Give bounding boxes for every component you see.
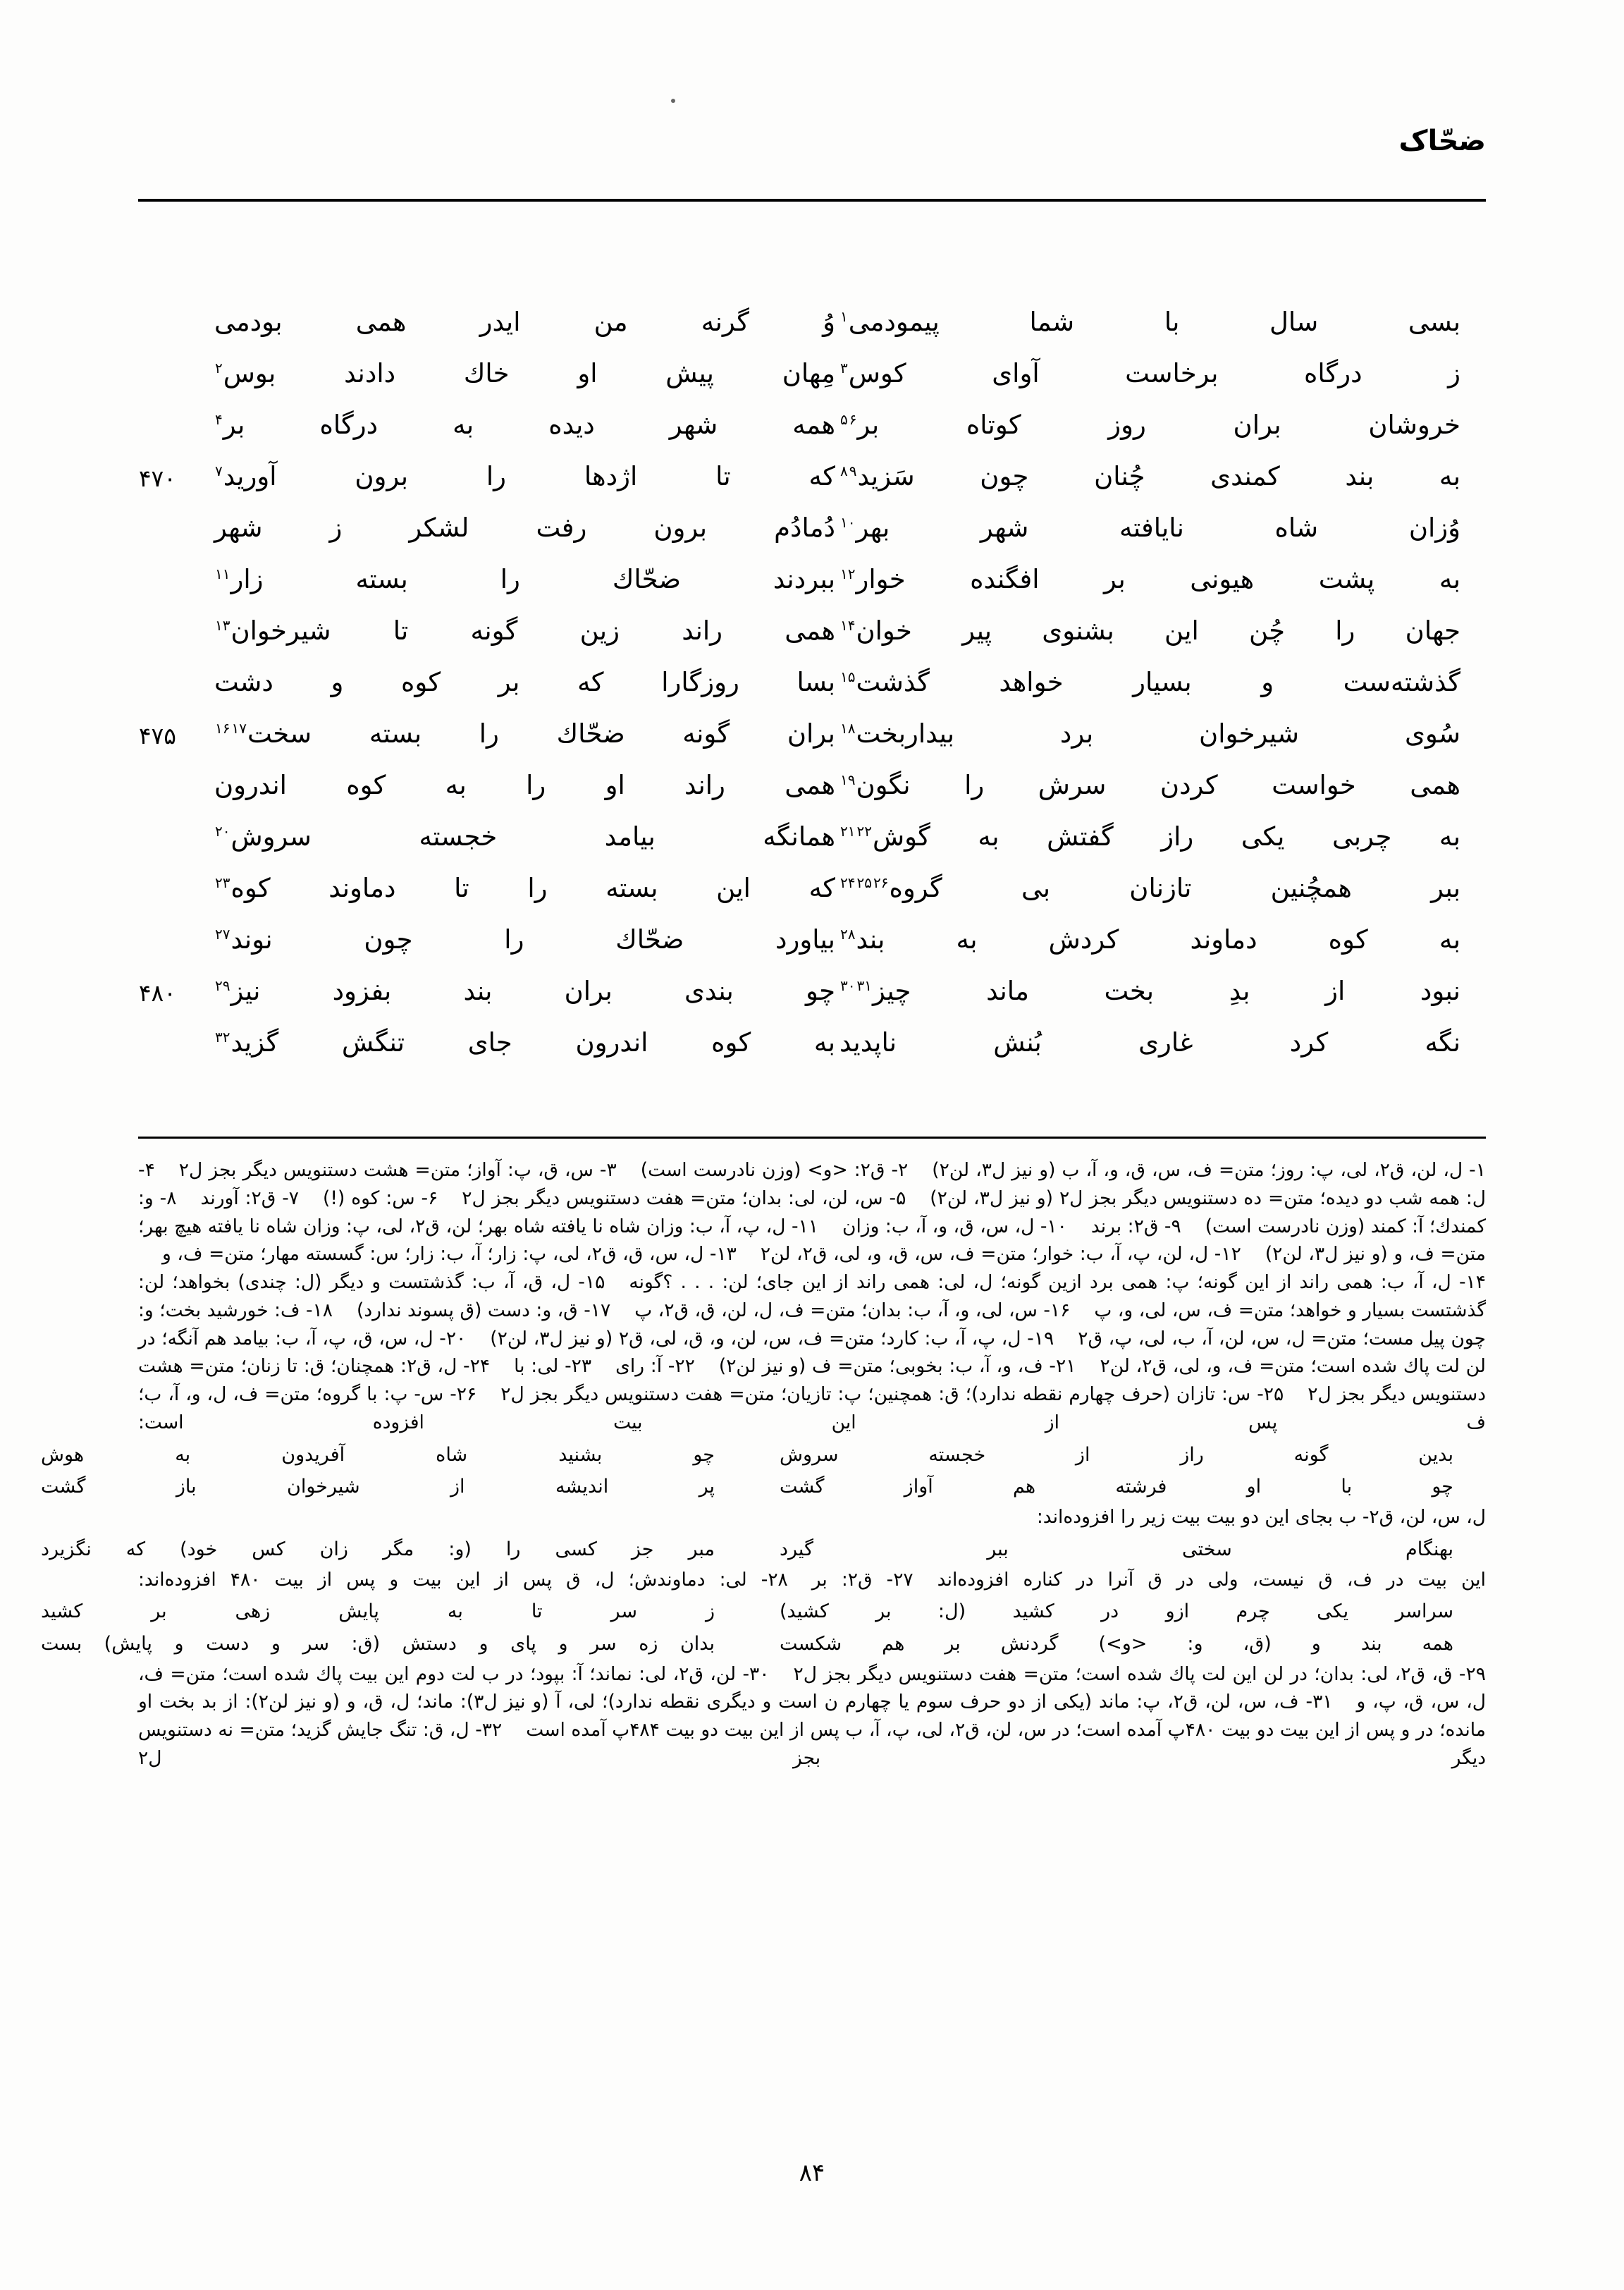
verse-number <box>70 922 176 928</box>
apparatus-paragraph <box>138 1660 1486 1772</box>
apparatus-note: ۱۸- ف: خورشید بخت؛ و: چون پیل مست؛ متن= ل، س، لن، آ، ب، لى، پ، ق۲ <box>138 1299 1486 1349</box>
hemistich: بران گونه ضحّاك را بسته سخت$^{۱۶}$ $^{۱۷}$ <box>215 718 835 749</box>
inset-hemistich-left: چو با او فرشته هم آواز گشت <box>780 1475 1453 1498</box>
apparatus-paragraph <box>138 1566 1486 1594</box>
hemistich: به كوه دماوند كردش به بند$^{۲۸}$ <box>840 924 1461 955</box>
footnote-marker: ۱۹ <box>840 771 856 788</box>
hemistich: بیاورد ضحّاك را چون نوند$^{۲۷}$ <box>215 924 835 955</box>
footnote-marker: ۲۱ <box>840 822 856 840</box>
hemistich: جهان را چُن این بشنوی پیر خوان$^{۱۴}$ <box>840 616 1461 646</box>
hemistich: بسی سال با شما پیمودمی$^۱$ <box>840 307 1460 337</box>
footnote-marker: ۳ <box>840 359 848 376</box>
hemistich: خروشان بران روز كوتاه بر$^۵$ $^۶$ <box>840 410 1460 440</box>
footnote-marker: ۱۰ <box>840 513 856 531</box>
apparatus-note: ل، س، لن، ق۲- ب بجاى این دو بیت بیت زیر را افزوده‌اند: <box>1036 1505 1486 1528</box>
footnote-marker: ۲۹ <box>215 976 230 994</box>
verse-number <box>70 665 176 671</box>
apparatus-note: ۲۶- س- پ: با گروه؛ متن= ف، ل، و، آ، ب؛ ف پس از این بیت افزوده است: <box>138 1383 1486 1433</box>
inset-couplet <box>41 1536 1486 1563</box>
verse-number <box>70 562 176 568</box>
verse-line <box>138 613 1486 653</box>
running-head: ضحّاک <box>1398 125 1486 157</box>
footnote-marker: ۱۵ <box>840 668 856 685</box>
apparatus-note: ۱۲- ل، لن، پ، آ، ب: خوار؛ متن= ف، س، ق، و، لى، ق۲، لن۲ <box>760 1243 1241 1266</box>
apparatus-note: ۲۱- ف، و، آ، ب: بخوبى؛ متن= ف (و نیز لن۲) <box>718 1355 1076 1378</box>
apparatus-note: ۲۰- ل، س، ق، پ، آ، ب: بیامد هم آنگه؛ در لن لت پاك شده است؛ متن= ف، و، لى، ق۲، لن۲ <box>138 1327 1486 1378</box>
footnote-marker: ۷ <box>215 462 223 479</box>
footnote-marker: ۲۵ <box>856 874 872 891</box>
footnote-marker: ۱ <box>840 307 848 325</box>
verse-number: ۴۷۵ <box>138 722 176 749</box>
verse-number <box>70 613 176 619</box>
apparatus-note: ۱۱- ل، پ، آ، ب: وزان شاه نا یافته شاه بهر؛ لن، ق۲، لى، پ: وزان شاه نا یافته هیچ بهر؛ متن= ف، و (و نیز ل۳، لن۲) <box>138 1215 1487 1266</box>
verse-number <box>70 871 176 876</box>
hemistich: همی خواست كردن سرش را نگون$^{۱۹}$ <box>840 770 1461 800</box>
apparatus-note: ۲۴- ل، ق۲: همچنان؛ ق: تا زنان؛ متن= هشت دستنویس دیگر بجز ل۲ <box>138 1355 1486 1405</box>
verse-number <box>70 1025 176 1031</box>
inset-hemistich-right: ز سر تا به پایش زهى بر كشید <box>41 1600 715 1623</box>
apparatus-note: ۵- س، لن، لى: بدان؛ متن= هفت دستنویس دیگر بجز ل۲ <box>462 1187 906 1209</box>
hemistich: نبود از بدِ بخت ماند چیز$^{۳۰}$ $^{۳۱}$ <box>840 976 1460 1006</box>
inset-hemistich-left: سراسر یكى چرم ازو در كشید (ل: بر كشید) <box>780 1600 1453 1623</box>
inset-hemistich-left: بهنگام سختى ببر گیرد <box>780 1538 1453 1560</box>
verse-line <box>138 665 1486 704</box>
apparatus-note: ۲- ق۲: <و> (وزن نادرست است) <box>640 1159 909 1181</box>
apparatus-note: ۳۰- لن، ق۲، لى: نماند؛ آ: بپود؛ در ب لت دوم این بیت پاك شده است؛ متن= ف، ل، س، ق، پ، و <box>138 1663 1486 1713</box>
verse-number <box>70 305 176 310</box>
verse-line <box>138 768 1486 807</box>
verse-number <box>70 408 176 413</box>
inset-hemistich-right: بدان زه سر و پاى و دستش (ق: سر و دست و پایش) بست <box>41 1632 715 1655</box>
verse-line <box>138 922 1486 962</box>
hemistich: گذشته‌ست و بسیار خواهد گذشت$^{۱۵}$ <box>840 667 1460 697</box>
inset-hemistich-left: همه بند و (ق، و: <و>) گردنش بر هم شكست <box>780 1632 1453 1655</box>
verse-line <box>138 305 1486 344</box>
hemistich: به كوه اندرون جای تنگش گزید$^{۳۲}$ <box>215 1027 836 1058</box>
apparatus-paragraph <box>138 1156 1486 1437</box>
hemistich: همی راند او را به كوه اندرون <box>214 770 835 800</box>
apparatus-note: این بیت در ف، ق نیست، ولى در ق آنرا در كناره افزوده‌اند <box>937 1568 1486 1591</box>
footnote-marker: ۹ <box>849 462 857 479</box>
hemistich: كه تا اژدها را برون آورید$^۷$ <box>215 461 835 491</box>
inset-hemistich-right: چو بشنید شاه آفریدون به هوش <box>41 1443 715 1466</box>
verse-line <box>138 871 1486 910</box>
footnote-marker: ۱۶ <box>215 719 230 737</box>
footnote-marker: ۲۲ <box>856 822 872 840</box>
inset-hemistich-right: پر اندیشه از شیرخوان باز گشت <box>41 1475 715 1498</box>
apparatus-note: ۱۴- ل، آ، ب: همى راند از این گونه؛ پ: همى برد ازین گونه؛ ل، لى: همى راند از این جاى؛ لن: . . . ؟گونه <box>629 1271 1486 1293</box>
apparatus-note: ۴- ل: همه شب دو دیده؛ متن= ده دستنویس دیگر بجز ل۲ (و نیز ل۳، لن۲) <box>138 1159 1487 1209</box>
inset-couplet <box>41 1630 1486 1658</box>
footnote-marker: ۱۲ <box>840 565 856 582</box>
footnote-marker: ۲۳ <box>215 874 230 891</box>
hemistich: همی راند زین گونه تا شیرخوان$^{۱۳}$ <box>215 616 836 646</box>
inset-hemistich-right: مبر جز كسى را (و: مگر زان كس خود) كه نگزیرد <box>41 1538 715 1560</box>
apparatus-note: ۸- و: كمندك؛ آ: كمند (وزن نادرست است) <box>138 1187 1486 1237</box>
footnote-marker: ۳۱ <box>856 976 872 994</box>
apparatus-note: ۳- س، ق، پ: آواز؛ متن= هشت دستنویس دیگر بجز ل۲ <box>178 1159 617 1181</box>
footnote-marker: ۲۸ <box>840 925 856 943</box>
verse-line <box>138 1025 1486 1065</box>
critical-apparatus <box>41 1156 1487 1774</box>
hemistich: همه شهر دیده به درگاه بر$^۴$ <box>215 410 835 440</box>
verse-number: ۴۷۰ <box>138 465 176 492</box>
hemistich: ببردند ضحّاك را بسته زار$^{۱۱}$ <box>215 564 835 594</box>
verse-line <box>138 974 1486 1013</box>
footnote-marker: ۲۴ <box>840 874 856 891</box>
verse-number: ۴۸۰ <box>138 979 176 1007</box>
verse-number <box>70 819 176 825</box>
verse-line <box>138 510 1486 550</box>
footnote-marker: ۱۷ <box>231 719 247 737</box>
hemistich: مِهان پیش او خاك دادند بوس$^۲$ <box>215 358 836 388</box>
apparatus-note: ۲۹- ق، ق۲، لى: بدان؛ در لن این لت پاك شده است؛ متن= هفت دستنویس دیگر بجز ل۲ <box>793 1663 1486 1685</box>
apparatus-note: ۳۲- ل، ق: تنگ جایش گزید؛ متن= نه دستنویس دیگر بجز ل۲ <box>138 1719 1486 1769</box>
hemistich: كه این بسته را تا دماوند كوه$^{۲۳}$ <box>215 873 836 903</box>
page-speck <box>671 99 675 103</box>
inset-hemistich-left: بدین گونه راز از خجسته سروش <box>780 1443 1453 1466</box>
verse-line <box>138 819 1486 859</box>
hemistich: به چربی یكی راز گفتش به گوش$^{۲۱}$ $^{۲۲}$ <box>840 821 1461 852</box>
apparatus-note: ۲۳- لى: با <box>514 1355 592 1378</box>
hemistich: نگه كرد غاری بُنش ناپدید <box>839 1027 1461 1058</box>
hemistich: به بند كمندی چُنان چون سَزید$^۸$ $^۹$ <box>840 461 1461 491</box>
hemistich: سُوی شیرخوان برد بیداربخت$^{۱۸}$ <box>840 718 1461 749</box>
apparatus-note: ۱- ل، لن، ق۲، لى، پ: روز؛ متن= ف، س، ق، و، آ، ب (و نیز ل۳، لن۲) <box>932 1159 1486 1181</box>
footnote-marker: ۲۶ <box>873 874 889 891</box>
hemistich: به پشت هیونی بر افگنده خوار$^{۱۲}$ <box>840 564 1461 594</box>
footnote-marker: ۴ <box>215 410 223 428</box>
verse-number <box>70 510 176 516</box>
verse-line <box>138 562 1486 601</box>
footnote-marker: ۲۰ <box>215 822 230 840</box>
verse-line <box>138 408 1486 447</box>
apparatus-note: ۲۸- لى: دماوندش؛ ل، ق پس از این بیت و پس از بیت ۴۸۰ افزوده‌اند: <box>138 1568 788 1591</box>
apparatus-note: ۳۱- ف، س، لن، ق۲، پ: ماند (یكى از دو حرف سوم یا چهارم ن است و دیگرى نقطه ندارد)؛ لى، آ (و نیز ل۳): ماند؛ ل، ق، و (و نیز لن۲): از بد بخت او مانده؛ در و پس از این بیت دو بیت ۴۸۰پ آمده است؛ در س، لن، ق۲، لى، پ، آ، ب پس از این بیت دو بیت ۴۸۴پ آمده است <box>138 1691 1486 1741</box>
apparatus-note: ۹- ق۲: برند <box>1090 1215 1181 1237</box>
apparatus-note: ۱۵- ل، ق، آ، ب: گذشتست و دیگر (ل: چندى) بخواهد؛ لن: گذشتست بسیار و خواهد؛ متن= ف، س، لى، و، پ <box>138 1271 1486 1321</box>
apparatus-note: ۱۷- ق، و: دست (ق پسوند ندارد) <box>356 1299 611 1321</box>
verse-line <box>138 716 1486 756</box>
footnote-marker: ۱۱ <box>215 565 230 582</box>
footnote-marker: ۸ <box>840 462 848 479</box>
apparatus-note: ۱۳- ل، س، ق، ق۲، لى، پ: زار؛ آ، ب: زار؛ س: گسسته مهار؛ متن= ف، و <box>162 1243 737 1266</box>
apparatus-note: ۷- ق۲: آورند <box>200 1187 300 1209</box>
hemistich: همانگه بیامد خجسته سروش$^{۲۰}$ <box>215 821 836 852</box>
footnote-marker: ۱۸ <box>840 719 856 737</box>
apparatus-note: ۲۷- ق۲: بر <box>811 1568 914 1591</box>
verse-block <box>138 305 1486 1077</box>
hemistich: وُ گرنه من ایدر همی بودمی <box>214 307 835 337</box>
hemistich: دُمادُم برون رفت لشكر ز شهر <box>214 513 836 543</box>
footnote-marker: ۶ <box>849 410 857 428</box>
apparatus-note: ۶- س: كوه (!) <box>323 1187 438 1209</box>
verse-line <box>138 356 1486 396</box>
apparatus-note: ۲۲- آ: راى <box>615 1355 695 1378</box>
footnote-marker: ۳۲ <box>215 1028 230 1046</box>
folio-number: ۸۴ <box>799 2159 825 2187</box>
hemistich: چو بندی بران بند بفزود نیز$^{۲۹}$ <box>215 976 836 1006</box>
apparatus-separator <box>138 1137 1486 1139</box>
inset-couplet <box>41 1441 1486 1469</box>
footnote-marker: ۳۰ <box>840 976 856 994</box>
apparatus-note: ۲۵- س: تازان (حرف چهارم نقطه ندارد)؛ ق: همچنین؛ پ: تازیان؛ متن= هفت دستنویس دیگر بجز ل۲ <box>500 1383 1284 1405</box>
footnote-marker: ۱۴ <box>840 616 856 634</box>
footnote-marker: ۱۳ <box>215 616 230 634</box>
footnote-marker: ۵ <box>840 410 848 428</box>
apparatus-note: ۱۶- س، لى، و، آ، ب: بدان؛ متن= ف، ل، لن، ق، ق۲، پ <box>634 1299 1071 1321</box>
hemistich: ز درگاه برخاست آوای كوس$^۳$ <box>840 358 1460 388</box>
verse-number <box>70 356 176 362</box>
hemistich: ببر همچُنین تازنان بی گروه$^{۲۴}$ $^{۲۵}$ $^{۲۶}$ <box>840 873 1461 903</box>
footnote-marker: ۲۷ <box>215 925 230 943</box>
verse-number <box>70 768 176 773</box>
apparatus-note: ۱۹- ل، پ، آ، ب: كارد؛ متن= ف، س، لن، و، ق، لى، ق۲ (و نیز ل۳، لن۲) <box>490 1327 1054 1349</box>
header-rule <box>138 199 1486 202</box>
verse-line <box>138 459 1486 498</box>
apparatus-note: ۱۰- ل، س، ق، و، آ، ب: وزان <box>842 1215 1067 1237</box>
inset-couplet <box>41 1473 1486 1500</box>
footnote-marker: ۲ <box>215 359 223 376</box>
hemistich: وُزان شاه نایافته شهر بهر$^{۱۰}$ <box>840 513 1461 543</box>
hemistich: بسا روزگارا كه بر كوه و دشت <box>214 667 836 697</box>
inset-couplet <box>41 1598 1486 1625</box>
